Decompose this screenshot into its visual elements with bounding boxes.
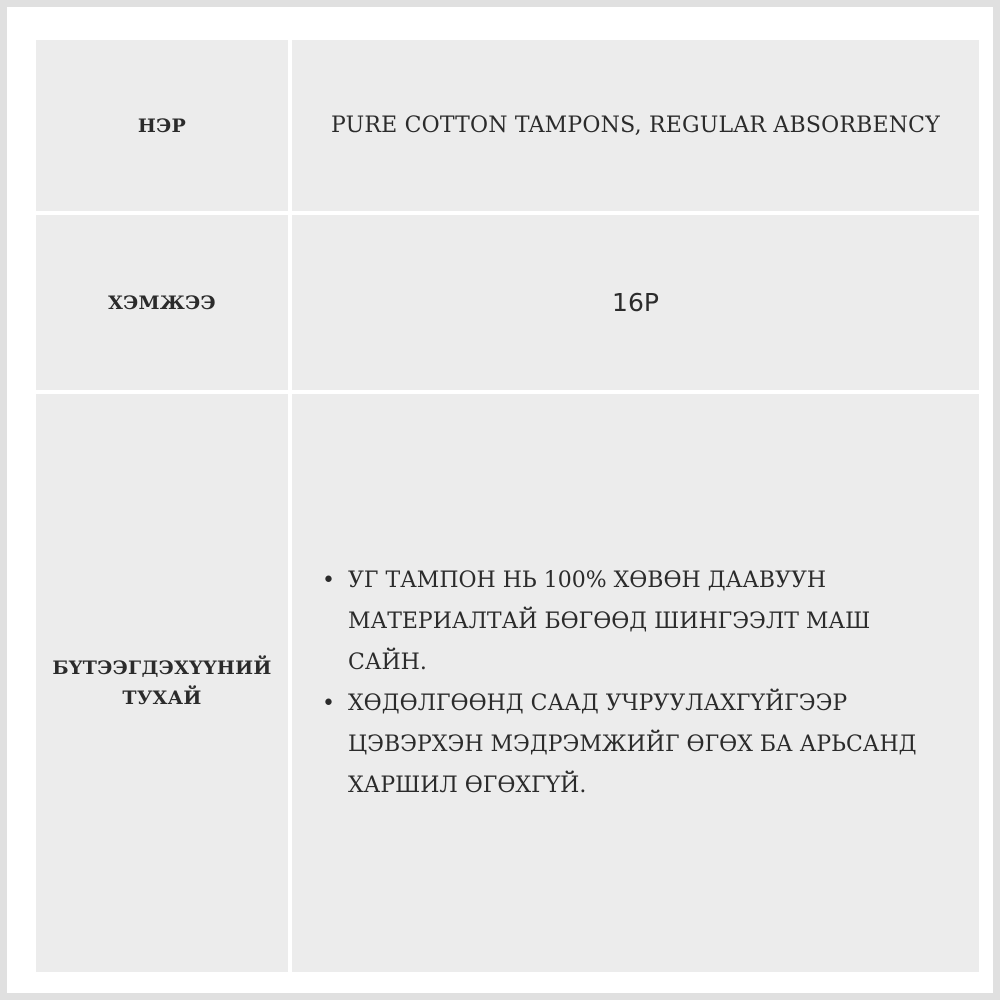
about-bullet-item: • УГ ТАМПОН НЬ 100% ХӨВӨН ДААВУУН МАТЕРИАЛТАЙ БӨГӨӨД ШИНГЭЭЛТ МАШ САЙН. (322, 560, 952, 683)
name-label: НЭР (137, 114, 187, 137)
about-label-line-2: ТУХАЙ (122, 687, 202, 709)
product-info-table (36, 40, 979, 972)
product-name-value: PURE COTTON TAMPONS, REGULAR ABSORBENCY (331, 113, 940, 138)
about-value-cell (292, 394, 979, 972)
size-value: 16P (612, 288, 659, 317)
about-label-line-1: БҮТЭЭГДЭХҮҮНИЙ (52, 657, 272, 679)
about-bullet-item: • ХӨДӨЛГӨӨНД СААД УЧРУУЛАХГҮЙГЭЭР ЦЭВЭРХЭН МЭДРЭМЖИЙГ ӨГӨХ БА АРЬСАНД ХАРШИЛ ӨГӨХГҮЙ. (322, 683, 952, 806)
about-label (40, 653, 283, 713)
size-label-cell (36, 215, 288, 390)
size-value-cell (292, 215, 979, 390)
about-label-cell (36, 394, 288, 972)
about-bullet-list (292, 560, 952, 806)
name-label-cell (36, 40, 288, 211)
name-value-cell (292, 40, 979, 211)
size-label: ХЭМЖЭЭ (108, 291, 216, 314)
